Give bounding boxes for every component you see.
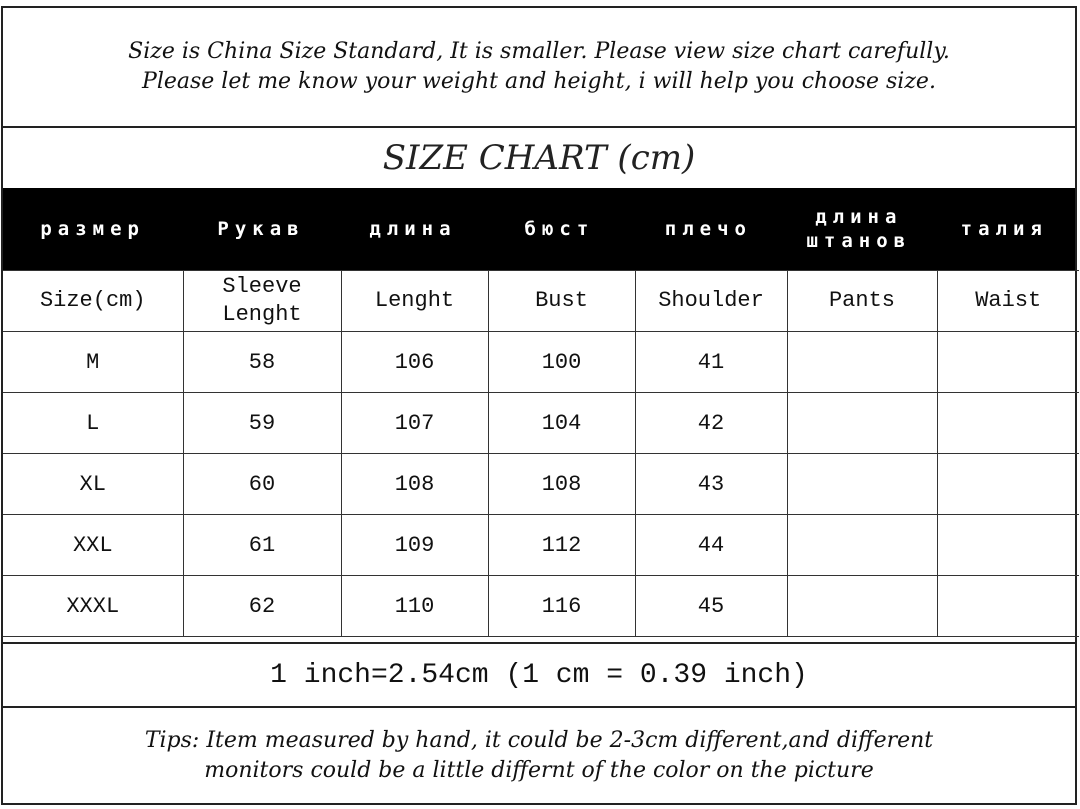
header-waist: Waist	[937, 271, 1079, 332]
cell-bust: 100	[488, 332, 635, 393]
cell-pants	[787, 332, 937, 393]
cell-size: M	[3, 332, 183, 393]
ru-header-length: длина	[369, 218, 457, 240]
cell-bust: 104	[488, 393, 635, 454]
cell-waist	[937, 576, 1079, 637]
cell-shoulder: 43	[635, 454, 787, 515]
table-row	[3, 576, 1079, 637]
tips-line-1: Tips: Item measured by hand, it could be 2-3cm different,and different	[144, 727, 934, 753]
ru-header-size: размер	[40, 218, 145, 240]
header-sleeve: Sleeve Lenght	[183, 271, 341, 332]
cell-sleeve: 60	[183, 454, 341, 515]
cell-sleeve: 59	[183, 393, 341, 454]
cell-waist	[937, 454, 1079, 515]
cell-pants	[787, 576, 937, 637]
cell-length: 109	[341, 515, 488, 576]
cell-bust: 112	[488, 515, 635, 576]
table-row	[3, 454, 1079, 515]
table-row	[3, 393, 1079, 454]
header-bust: Bust	[488, 271, 635, 332]
header-length: Lenght	[341, 271, 488, 332]
cell-shoulder: 44	[635, 515, 787, 576]
size-notice	[3, 8, 1075, 128]
tips-note	[3, 708, 1075, 803]
cell-pants	[787, 454, 937, 515]
ru-header-waist: талия	[960, 218, 1048, 240]
unit-conversion: 1 inch=2.54cm (1 cm = 0.39 inch)	[3, 642, 1075, 708]
cell-length: 107	[341, 393, 488, 454]
size-chart-frame	[1, 6, 1077, 805]
cell-bust: 116	[488, 576, 635, 637]
english-header-row	[3, 271, 1079, 332]
cell-pants	[787, 393, 937, 454]
cell-shoulder: 41	[635, 332, 787, 393]
cell-shoulder: 45	[635, 576, 787, 637]
header-shoulder: Shoulder	[635, 271, 787, 332]
cell-size: XXXL	[3, 576, 183, 637]
notice-line-2: Please let me know your weight and height, i will help you choose size.	[142, 69, 936, 94]
cell-sleeve: 62	[183, 576, 341, 637]
notice-line-1: Size is China Size Standard, It is smaller. Please view size chart carefully.	[128, 39, 950, 64]
cell-size: L	[3, 393, 183, 454]
cell-length: 106	[341, 332, 488, 393]
ru-header-sleeve: Рукав	[217, 218, 305, 240]
cell-sleeve: 58	[183, 332, 341, 393]
cell-length: 108	[341, 454, 488, 515]
header-size: Size(cm)	[3, 271, 183, 332]
tips-line-2: monitors could be a little differnt of the color on the picture	[204, 757, 874, 783]
size-table	[3, 270, 1079, 637]
cell-bust: 108	[488, 454, 635, 515]
table-row	[3, 332, 1079, 393]
ru-header-bust: бюст	[524, 218, 595, 240]
cell-waist	[937, 393, 1079, 454]
cell-size: XL	[3, 454, 183, 515]
ru-header-pants: длина штанов	[806, 206, 912, 252]
header-pants: Pants	[787, 271, 937, 332]
ru-header-shoulder: плечо	[664, 218, 752, 240]
cell-pants	[787, 515, 937, 576]
cell-sleeve: 61	[183, 515, 341, 576]
cell-waist	[937, 332, 1079, 393]
cell-waist	[937, 515, 1079, 576]
table-row	[3, 515, 1079, 576]
cell-shoulder: 42	[635, 393, 787, 454]
russian-header-row	[3, 188, 1075, 270]
cell-size: XXL	[3, 515, 183, 576]
cell-length: 110	[341, 576, 488, 637]
chart-title: SIZE CHART (cm)	[382, 138, 696, 178]
